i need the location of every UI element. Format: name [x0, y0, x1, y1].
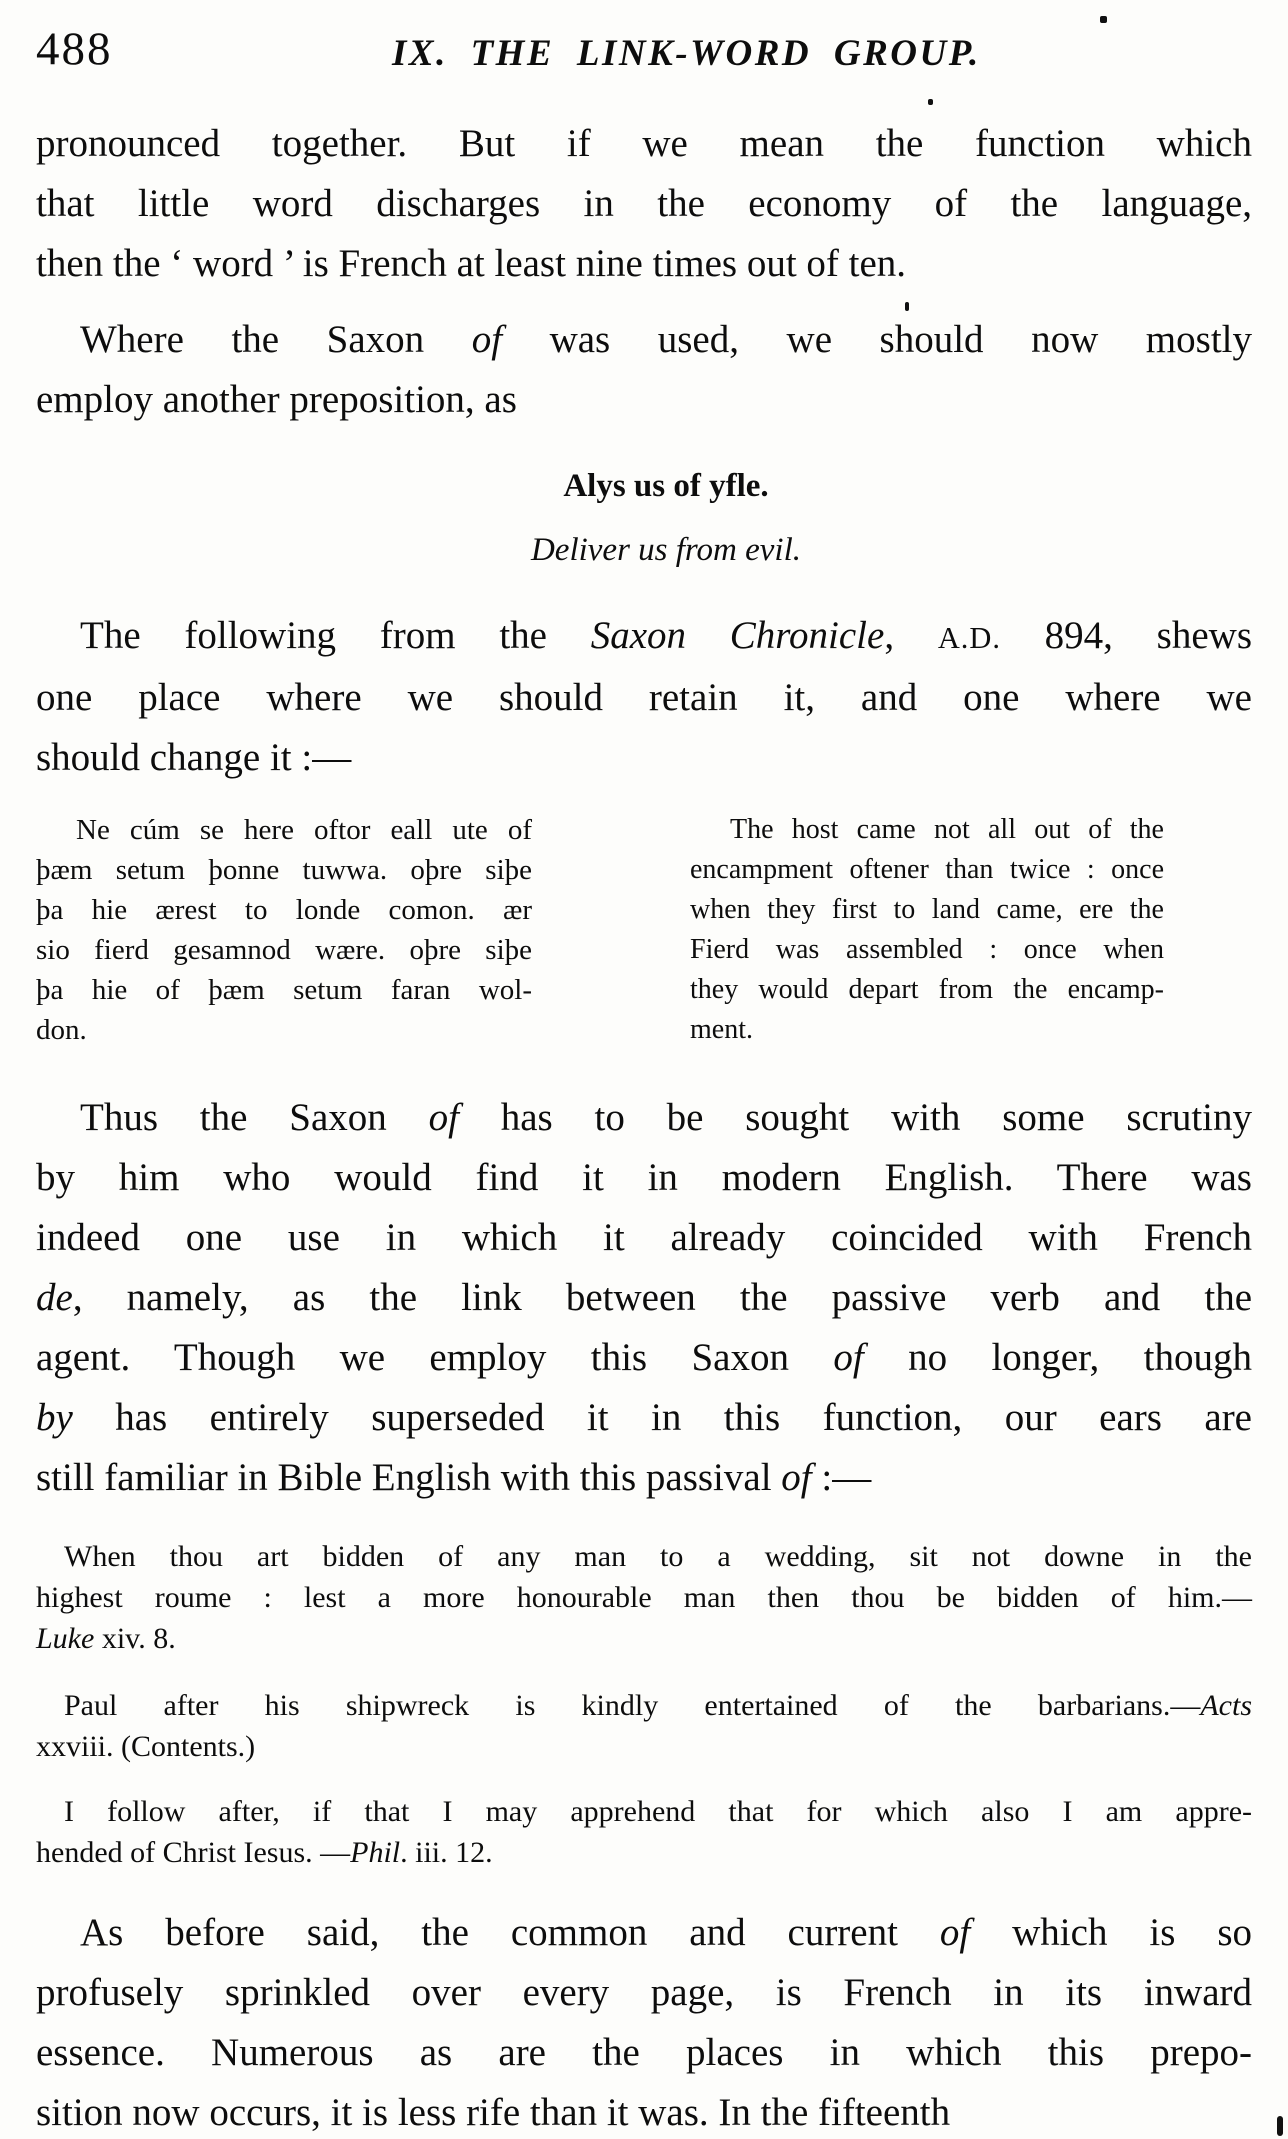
text-run: was used, we should now mostly	[502, 318, 1252, 361]
text-run: has to be sought with some scrutiny	[458, 1096, 1252, 1139]
text-line	[36, 1963, 1252, 2023]
translation-quote-line: Deliver us from evil.	[530, 532, 802, 568]
text-line	[36, 1832, 1252, 1873]
text-run: still familiar in Bible English with this passival	[36, 1456, 782, 1499]
text-line	[36, 606, 1252, 668]
text-run: employ another preposition, as	[36, 378, 517, 421]
text-run: don.	[36, 1014, 87, 1046]
text-line	[36, 970, 532, 1010]
text-line	[36, 1903, 1252, 1963]
text-run: Paul after his shipwreck is kindly entertained of the barbarians.—	[64, 1689, 1201, 1722]
text-line	[36, 1328, 1252, 1388]
text-run: Ne cúm se here oftor eall ute of	[76, 814, 532, 846]
text-run: Luke	[36, 1622, 95, 1655]
text-run: has entirely superseded it in this function, our ears are	[72, 1396, 1252, 1439]
text-run: essence. Numerous as are the places in which this prepo-	[36, 2031, 1252, 2074]
text-line	[690, 1010, 1164, 1050]
text-run: of	[428, 1096, 459, 1139]
paragraph-chronicle	[36, 606, 1252, 788]
running-title: IX. THE LINK-WORD GROUP.	[392, 33, 981, 74]
text-line	[690, 970, 1164, 1010]
old-english-quote-line: Alys us of yfle.	[563, 468, 769, 504]
text-line	[36, 1448, 1252, 1508]
text-run: of	[471, 318, 503, 361]
text-run: profusely sprinkled over every page, is French in its inward	[36, 1971, 1252, 2014]
text-run: Saxon Chronicle	[590, 614, 885, 657]
text-run: þa hie ærest to londe comon. ær	[36, 894, 532, 926]
text-run: 894, shews	[1000, 614, 1253, 657]
text-line	[36, 2083, 1252, 2139]
text-line	[36, 930, 532, 970]
text-line	[36, 174, 1252, 234]
text-run: de	[36, 1276, 73, 1319]
text-line	[36, 1388, 1252, 1448]
text-run: of	[833, 1336, 864, 1379]
old-english-column	[36, 810, 532, 1050]
text-run: The following from the	[80, 614, 591, 657]
text-run: Fierd was assembled : once when	[690, 934, 1164, 965]
text-run: , namely, as the link between the passive verb and the	[72, 1276, 1252, 1319]
text-block	[36, 114, 1252, 2139]
text-run: no longer, though	[863, 1336, 1252, 1379]
text-run: indeed one use in which it already coincided with French	[36, 1216, 1252, 1259]
text-run: they would depart from the encamp-	[690, 974, 1164, 1005]
text-run: one place where we should retain it, and one where we	[36, 676, 1252, 719]
text-line	[36, 1208, 1252, 1268]
text-line	[36, 1577, 1252, 1618]
text-run: agent. Though we employ this Saxon	[36, 1336, 834, 1379]
text-line	[36, 810, 532, 850]
text-run: of	[939, 1911, 971, 1954]
translation-column	[690, 810, 1164, 1050]
parallel-text-columns	[36, 810, 1252, 1050]
ink-speck	[928, 99, 933, 105]
text-run: that little word discharges in the economy of the language,	[36, 182, 1252, 225]
text-run: As before said, the common and current	[80, 1911, 940, 1954]
text-line	[36, 668, 1252, 728]
text-line	[36, 234, 1252, 294]
text-line	[36, 1618, 1252, 1659]
text-line	[36, 1685, 1252, 1726]
text-line	[36, 1088, 1252, 1148]
text-run: ,	[884, 614, 938, 657]
text-run: When thou art bidden of any man to a wedding, sit not downe in the	[64, 1540, 1252, 1573]
text-run: sio fierd gesamnod wære. oþre siþe	[36, 934, 532, 966]
text-run: xiv. 8.	[94, 1622, 176, 1655]
text-line	[690, 890, 1164, 930]
text-run: by him who would find it in modern English. There was	[36, 1156, 1252, 1199]
paragraph-saxon-of	[36, 310, 1252, 430]
text-line	[36, 850, 532, 890]
text-run: Acts	[1200, 1689, 1252, 1722]
text-run: should change it :—	[36, 736, 352, 779]
text-line	[36, 1791, 1252, 1832]
paragraph-closing	[36, 1903, 1252, 2139]
text-run: . iii. 12.	[400, 1836, 493, 1869]
text-run: which is so	[970, 1911, 1252, 1954]
text-line	[36, 2023, 1252, 2083]
page-number: 488	[36, 23, 113, 75]
text-line	[36, 1148, 1252, 1208]
text-line	[36, 1268, 1252, 1328]
text-run: Phil	[350, 1836, 401, 1869]
text-run: þa hie of þæm setum faran wol-	[36, 974, 532, 1006]
text-run: highest roume : lest a more honourable man then thou be bidden of him.—	[36, 1581, 1252, 1614]
text-run: of	[781, 1456, 812, 1499]
bible-quote-philippians	[36, 1791, 1252, 1873]
text-line	[36, 1010, 532, 1050]
text-line	[36, 310, 1252, 370]
text-run: I follow after, if that I may apprehend that for which also I am appre-	[64, 1795, 1252, 1828]
text-line	[690, 930, 1164, 970]
text-run: when they first to land came, ere the	[690, 894, 1164, 925]
page-header	[0, 0, 1288, 84]
text-line	[36, 890, 532, 930]
text-line	[690, 850, 1164, 890]
text-run: The host came not all out of the	[730, 814, 1164, 845]
text-run: ment.	[690, 1014, 753, 1045]
paragraph-passival	[36, 1088, 1252, 1508]
paragraph-intro	[36, 114, 1252, 294]
text-line	[36, 1726, 1252, 1767]
bible-quote-acts	[36, 1685, 1252, 1767]
text-run: hended of Christ Iesus. —	[36, 1836, 351, 1869]
bible-quote-luke	[36, 1536, 1252, 1659]
ink-speck	[905, 302, 909, 311]
text-line	[36, 370, 1252, 430]
text-run: pronounced together. But if we mean the function which	[36, 122, 1252, 165]
ink-speck	[1100, 16, 1107, 23]
text-run: by	[36, 1396, 73, 1439]
text-line	[690, 810, 1164, 850]
text-run: A.D.	[937, 621, 1001, 655]
text-run: þæm setum þonne tuwwa. oþre siþe	[36, 854, 532, 886]
text-run: encampment oftener than twice : once	[690, 854, 1164, 885]
text-run: Where the Saxon	[80, 318, 472, 361]
text-run: xxviii. (Contents.)	[36, 1730, 256, 1763]
ink-speck	[1277, 2116, 1283, 2136]
text-run: Thus the Saxon	[80, 1096, 429, 1139]
text-run: sition now occurs, it is less rife than it was. In the fifteenth	[36, 2091, 951, 2134]
text-line	[36, 728, 1252, 788]
text-run: :—	[811, 1456, 872, 1499]
text-line	[36, 1536, 1252, 1577]
text-line	[36, 114, 1252, 174]
text-run: then the ‘ word ’ is French at least nine times out of ten.	[36, 242, 907, 285]
